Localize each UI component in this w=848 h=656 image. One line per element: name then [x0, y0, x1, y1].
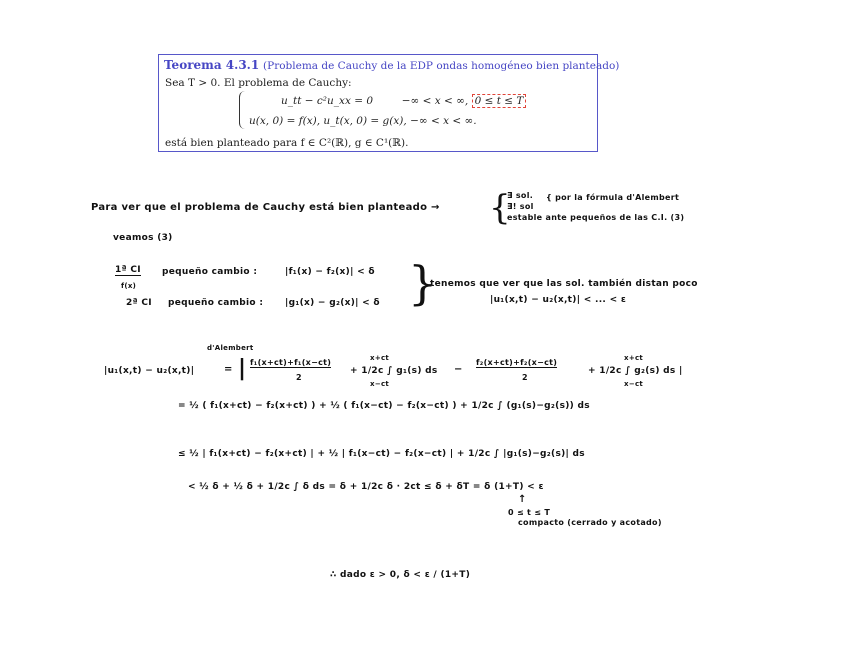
theorem-box [158, 54, 620, 152]
condition-stability: estable ante pequeños de las C.I. (3) [507, 213, 685, 222]
ci1-inequality: |f₁(x) − f₂(x)| < δ [285, 267, 375, 277]
ci-brace: } [408, 256, 438, 310]
alembert-tag: d'Alembert [207, 344, 254, 352]
row1-fraction-den-2: 2 [522, 373, 528, 382]
time-range-highlight: 0 ≤ t ≤ T [472, 94, 527, 108]
ci1-sub: f(x) [121, 282, 137, 290]
theorem-number: Teorema 4.3.1 [164, 58, 260, 72]
row1-limit-top-2: x+ct [624, 354, 644, 362]
condition-existence: ∃ sol. [507, 191, 534, 200]
alembert-note: por la fórmula d'Alembert [555, 193, 680, 202]
row2-expression: = ½ ( f₁(x+ct) − f₂(x+ct) ) + ½ ( f₁(x−ct) − f₂(x−ct) ) + 1/2c ∫ (g₁(s)−g₂(s)) ds [178, 401, 590, 411]
row1-fraction-num-2: f₂(x+ct)+f₂(x−ct) [476, 358, 558, 367]
note-veamos: veamos (3) [113, 233, 173, 243]
conditions-brace: { [489, 188, 511, 228]
row1-fraction-den-1: 2 [296, 373, 302, 382]
compact-note: compacto (cerrado y acotado) [518, 518, 662, 527]
row1-integral-1: + 1/2c ∫ g₁(s) ds [350, 366, 438, 376]
compact-range: 0 ≤ t ≤ T [508, 508, 551, 517]
ci1-text: pequeño cambio : [162, 267, 258, 277]
ci2-text: pequeño cambio : [168, 298, 264, 308]
equation-1-left: u_tt − c²u_xx = 0 [281, 95, 374, 107]
equation-1-range: −∞ < x < ∞, [401, 95, 469, 107]
row1-lhs: |u₁(x,t) − u₂(x,t)| [104, 366, 195, 376]
theorem-conclusion: está bien planteado para f ∈ C²(ℝ), g ∈ C¹(ℝ). [165, 137, 409, 149]
note-intro-line: Para ver que el problema de Cauchy está bien planteado → [91, 202, 440, 213]
condition-alembert: { por la fórmula d'Alembert [546, 193, 680, 202]
theorem-heading [164, 58, 619, 72]
compact-arrow: ↑ [518, 494, 527, 505]
note-tenemos-inequality: |u₁(x,t) − u₂(x,t)| < ... < ε [490, 295, 627, 305]
row1-limit-bot-1: x−ct [370, 380, 390, 388]
equation-1 [281, 95, 526, 107]
row1-integral-2: + 1/2c ∫ g₂(s) ds | [588, 366, 683, 376]
row1-equals: = [224, 364, 233, 375]
row1-fraction-num-1: f₁(x+ct)+f₁(x−ct) [250, 358, 332, 367]
equation-2: u(x, 0) = f(x), u_t(x, 0) = g(x), −∞ < x < ∞. [249, 115, 477, 127]
theorem-intro: Sea T > 0. El problema de Cauchy: [165, 77, 352, 89]
ci2-inequality: |g₁(x) − g₂(x)| < δ [285, 298, 380, 308]
row3-expression: ≤ ½ | f₁(x+ct) − f₂(x+ct) | + ½ | f₁(x−ct) − f₂(x−ct) | + 1/2c ∫ |g₁(s)−g₂(s)| ds [178, 449, 585, 459]
final-statement: ∴ dado ε > 0, δ < ε / (1+T) [330, 570, 471, 580]
row1-minus: − [454, 364, 463, 375]
row4-expression: < ½ δ + ½ δ + 1/2c ∫ δ ds = δ + 1/2c δ · 2ct ≤ δ + δT = δ (1+T) < ε [188, 482, 544, 492]
system-brace [239, 91, 246, 129]
row1-limit-top-1: x+ct [370, 354, 390, 362]
condition-uniqueness: ∃! sol [507, 202, 534, 211]
note-tenemos: tenemos que ver que las sol. también distan poco [430, 279, 698, 289]
theorem-title: (Problema de Cauchy de la EDP ondas homogéneo bien planteado) [263, 60, 620, 72]
row1-abs-open: | [238, 356, 247, 381]
ci1-label: 1ª CI [115, 265, 141, 275]
ci2-label: 2ª CI [126, 298, 152, 308]
row1-limit-bot-2: x−ct [624, 380, 644, 388]
